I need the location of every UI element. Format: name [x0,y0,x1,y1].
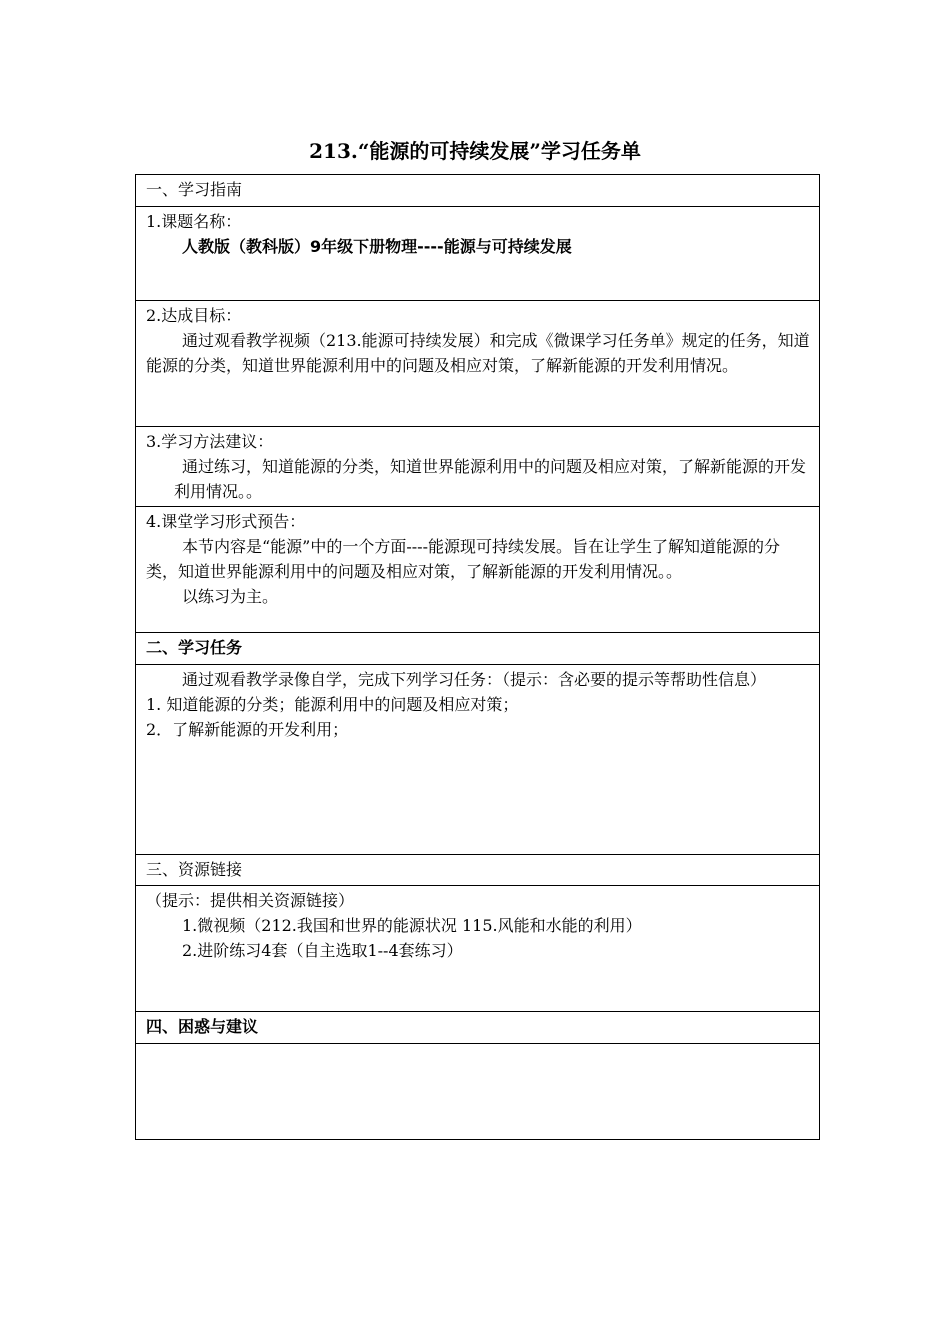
page-title: 213.“能源的可持续发展”学习任务单 [309,139,641,163]
section1-heading: 一、学习指南 [136,175,820,207]
task-item: 2．了解新能源的开发利用； [146,720,349,739]
form-row [136,507,820,633]
feedback-cell[interactable] [136,1044,820,1140]
form-cell [136,507,820,633]
section2-heading: 二、学习任务 [136,633,820,665]
section2-header-row [136,633,820,665]
method-cell [136,427,820,507]
task-sheet-table [135,174,820,1140]
section1-header-row [136,175,820,207]
goal-label: 2.达成目标： [146,306,242,325]
feedback-row [136,1044,820,1140]
goal-text: 通过观看教学视频（213.能源可持续发展）和完成《微课学习任务单》规定的任务，知道能源的分类，知道世界能源利用中的问题及相应对策，了解新能源的开发利用情况。 [146,331,810,375]
course-name-cell [136,207,820,301]
course-name: 人教版（教科版）9年级下册物理----能源与可持续发展 [182,237,572,256]
form-note: 以练习为主。 [182,587,279,606]
tasks-cell [136,665,820,855]
section4-header-row [136,1012,820,1044]
section4-heading: 四、困惑与建议 [136,1012,820,1044]
section3-header-row [136,855,820,886]
method-label: 3.学习方法建议： [146,432,274,451]
resource-item: 1.微视频（212.我国和世界的能源状况 115.风能和水能的利用） [182,916,642,935]
task-item: 1. 知道能源的分类；能源利用中的问题及相应对策； [146,695,519,714]
goal-row [136,301,820,427]
method-text: 通过练习，知道能源的分类，知道世界能源利用中的问题及相应对策，了解新能源的开发利用情况。。 [174,457,807,501]
resources-cell [136,886,820,1012]
form-label: 4.课堂学习形式预告： [146,512,306,531]
resources-row [136,886,820,1012]
course-label: 1.课题名称： [146,212,242,231]
resource-item: 2.进阶练习4套（自主选取1--4套练习） [182,941,463,960]
form-text: 本节内容是“能源”中的一个方面----能源现可持续发展。旨在让学生了解知道能源的分类，知道世界能源利用中的问题及相应对策，了解新能源的开发利用情况。。 [146,537,780,581]
tasks-row [136,665,820,855]
goal-cell [136,301,820,427]
resources-hint: （提示：提供相关资源链接） [146,891,355,910]
course-name-row [136,207,820,301]
method-row [136,427,820,507]
section3-heading: 三、资源链接 [136,855,820,886]
tasks-intro: 通过观看教学录像自学，完成下列学习任务：（提示：含必要的提示等帮助性信息） [182,670,767,689]
